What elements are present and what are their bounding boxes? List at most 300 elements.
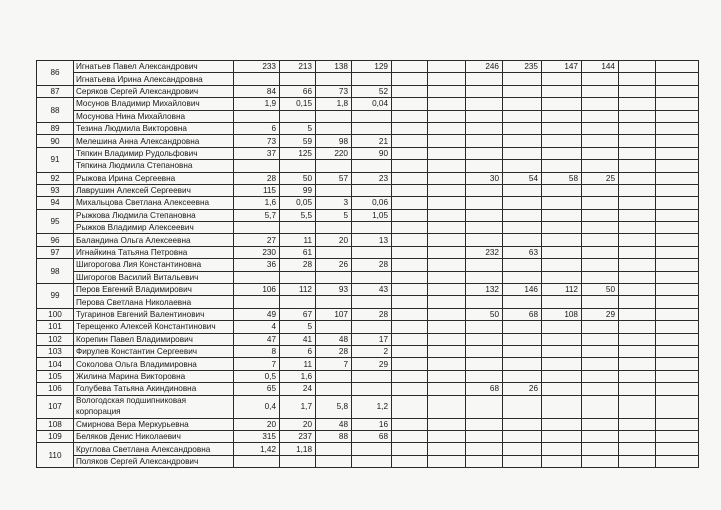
value-cell [582, 184, 619, 196]
empty-cell [392, 61, 428, 73]
empty-cell [619, 308, 656, 320]
value-cell: 5,5 [280, 209, 316, 221]
value-cell [316, 296, 352, 308]
value-cell [542, 358, 582, 370]
empty-cell [392, 222, 428, 234]
value-cell [280, 110, 316, 122]
table-row [37, 209, 699, 221]
value-cell [466, 395, 503, 418]
value-cell [234, 110, 280, 122]
value-cell: 26 [503, 383, 542, 395]
value-cell: 48 [316, 333, 352, 345]
owner-name: Мелешина Анна Александровна [74, 135, 234, 147]
value-cell [503, 333, 542, 345]
empty-cell [428, 271, 466, 283]
empty-cell [428, 61, 466, 73]
value-cell: 1,05 [352, 209, 392, 221]
value-cell [280, 455, 316, 467]
value-cell: 220 [316, 147, 352, 159]
value-cell [280, 73, 316, 85]
value-cell: 7 [234, 358, 280, 370]
value-cell: 68 [503, 308, 542, 320]
value-cell: 235 [503, 61, 542, 73]
value-cell: 99 [280, 184, 316, 196]
value-cell: 5 [280, 122, 316, 134]
value-cell: 0,04 [352, 98, 392, 110]
value-cell: 24 [280, 383, 316, 395]
value-cell [352, 321, 392, 333]
value-cell [316, 321, 352, 333]
value-cell [582, 383, 619, 395]
owner-name: Лаврушин Алексей Сергеевич [74, 184, 234, 196]
value-cell [542, 110, 582, 122]
owner-name: Тезина Людмила Викторовна [74, 122, 234, 134]
value-cell [582, 209, 619, 221]
value-cell: 41 [280, 333, 316, 345]
empty-cell [392, 395, 428, 418]
value-cell [542, 122, 582, 134]
value-cell [466, 259, 503, 271]
value-cell: 30 [466, 172, 503, 184]
value-cell [582, 443, 619, 455]
value-cell: 90 [352, 147, 392, 159]
value-cell [503, 418, 542, 430]
empty-cell [619, 321, 656, 333]
table-row [37, 147, 699, 159]
empty-cell [656, 308, 699, 320]
value-cell [352, 443, 392, 455]
value-cell [503, 98, 542, 110]
value-cell [316, 370, 352, 382]
table-row [37, 333, 699, 345]
value-cell [582, 271, 619, 283]
empty-cell [656, 345, 699, 357]
empty-cell [656, 135, 699, 147]
value-cell: 213 [280, 61, 316, 73]
value-cell [542, 370, 582, 382]
value-cell [466, 345, 503, 357]
empty-cell [428, 110, 466, 122]
value-cell [542, 443, 582, 455]
table-row [37, 321, 699, 333]
value-cell: 106 [234, 284, 280, 296]
value-cell: 52 [352, 85, 392, 97]
table-row [37, 345, 699, 357]
empty-cell [428, 345, 466, 357]
row-number: 88 [37, 98, 74, 123]
value-cell [234, 455, 280, 467]
owner-name: Корепин Павел Владимирович [74, 333, 234, 345]
owner-name: Рыжкова Людмила Степановна [74, 209, 234, 221]
value-cell: 13 [352, 234, 392, 246]
row-number: 90 [37, 135, 74, 147]
value-cell: 8 [234, 345, 280, 357]
value-cell: 49 [234, 308, 280, 320]
empty-cell [656, 383, 699, 395]
empty-cell [428, 160, 466, 172]
empty-cell [392, 321, 428, 333]
empty-cell [619, 61, 656, 73]
value-cell: 125 [280, 147, 316, 159]
value-cell: 23 [352, 172, 392, 184]
value-cell [542, 209, 582, 221]
value-cell [466, 222, 503, 234]
value-cell [582, 333, 619, 345]
empty-cell [656, 222, 699, 234]
empty-cell [428, 222, 466, 234]
value-cell [542, 246, 582, 258]
empty-cell [656, 321, 699, 333]
empty-cell [656, 370, 699, 382]
value-cell: 26 [316, 259, 352, 271]
value-cell [466, 358, 503, 370]
value-cell: 1,7 [280, 395, 316, 418]
empty-cell [656, 209, 699, 221]
empty-cell [392, 370, 428, 382]
empty-cell [656, 85, 699, 97]
value-cell: 112 [542, 284, 582, 296]
value-cell: 146 [503, 284, 542, 296]
value-cell [582, 73, 619, 85]
row-number: 87 [37, 85, 74, 97]
empty-cell [656, 246, 699, 258]
empty-cell [656, 61, 699, 73]
value-cell [352, 122, 392, 134]
value-cell [466, 370, 503, 382]
value-cell [352, 383, 392, 395]
row-number: 97 [37, 246, 74, 258]
value-cell: 129 [352, 61, 392, 73]
owner-name: Михальцова Светлана Алексеевна [74, 197, 234, 209]
table-row [37, 73, 699, 85]
value-cell [466, 73, 503, 85]
value-cell [503, 271, 542, 283]
value-cell [352, 73, 392, 85]
value-cell [466, 430, 503, 442]
empty-cell [619, 358, 656, 370]
value-cell: 11 [280, 358, 316, 370]
value-cell [466, 160, 503, 172]
empty-cell [392, 443, 428, 455]
value-cell [582, 395, 619, 418]
value-cell [582, 455, 619, 467]
value-cell [503, 184, 542, 196]
value-cell [542, 345, 582, 357]
value-cell [316, 383, 352, 395]
value-cell: 66 [280, 85, 316, 97]
value-cell [503, 135, 542, 147]
empty-cell [619, 172, 656, 184]
empty-cell [428, 358, 466, 370]
owner-name: Мосунова Нина Михайловна [74, 110, 234, 122]
owner-name: Игнайкина Татьяна Петровна [74, 246, 234, 258]
value-cell [466, 418, 503, 430]
value-cell: 1,6 [234, 197, 280, 209]
empty-cell [619, 333, 656, 345]
value-cell [466, 333, 503, 345]
row-number: 92 [37, 172, 74, 184]
value-cell [280, 271, 316, 283]
value-cell: 29 [582, 308, 619, 320]
value-cell [503, 73, 542, 85]
value-cell: 230 [234, 246, 280, 258]
empty-cell [392, 345, 428, 357]
value-cell: 25 [582, 172, 619, 184]
empty-cell [619, 395, 656, 418]
row-number: 93 [37, 184, 74, 196]
empty-cell [392, 333, 428, 345]
value-cell: 3 [316, 197, 352, 209]
value-cell [503, 209, 542, 221]
value-cell: 21 [352, 135, 392, 147]
empty-cell [392, 358, 428, 370]
empty-cell [392, 172, 428, 184]
table-row [37, 184, 699, 196]
table-row [37, 98, 699, 110]
value-cell [542, 147, 582, 159]
value-cell [234, 222, 280, 234]
value-cell: 73 [234, 135, 280, 147]
value-cell: 232 [466, 246, 503, 258]
empty-cell [428, 259, 466, 271]
value-cell [352, 110, 392, 122]
value-cell [280, 160, 316, 172]
value-cell [582, 160, 619, 172]
value-cell: 50 [582, 284, 619, 296]
owner-name: Рыжков Владимир Алексеевич [74, 222, 234, 234]
value-cell [542, 395, 582, 418]
value-cell [503, 296, 542, 308]
empty-cell [619, 209, 656, 221]
table-row [37, 234, 699, 246]
value-cell: 65 [234, 383, 280, 395]
row-number: 107 [37, 395, 74, 418]
value-cell: 237 [280, 430, 316, 442]
empty-cell [428, 172, 466, 184]
value-cell [503, 321, 542, 333]
row-number: 96 [37, 234, 74, 246]
empty-cell [392, 308, 428, 320]
empty-cell [619, 383, 656, 395]
value-cell [582, 345, 619, 357]
value-cell: 27 [234, 234, 280, 246]
value-cell [542, 383, 582, 395]
empty-cell [392, 98, 428, 110]
value-cell: 48 [316, 418, 352, 430]
empty-cell [392, 284, 428, 296]
empty-cell [619, 222, 656, 234]
value-cell: 50 [466, 308, 503, 320]
value-cell: 36 [234, 259, 280, 271]
value-cell [466, 271, 503, 283]
owner-name: Поляков Сергей Александрович [74, 455, 234, 467]
owner-name: Тугаринов Евгений Валентинович [74, 308, 234, 320]
empty-cell [392, 383, 428, 395]
empty-cell [619, 98, 656, 110]
row-number: 99 [37, 284, 74, 309]
value-cell [316, 160, 352, 172]
table-row [37, 135, 699, 147]
empty-cell [619, 160, 656, 172]
table-row [37, 296, 699, 308]
value-cell [466, 135, 503, 147]
value-cell [582, 418, 619, 430]
value-cell: 108 [542, 308, 582, 320]
value-cell: 68 [352, 430, 392, 442]
empty-cell [428, 321, 466, 333]
empty-cell [392, 246, 428, 258]
empty-cell [619, 370, 656, 382]
value-cell [352, 160, 392, 172]
value-cell: 28 [234, 172, 280, 184]
owner-name: Мосунов Владимир Михайлович [74, 98, 234, 110]
value-cell [316, 222, 352, 234]
empty-cell [656, 172, 699, 184]
owner-name: Шигорогов Василий Витальевич [74, 271, 234, 283]
value-cell [542, 85, 582, 97]
value-cell [466, 234, 503, 246]
empty-cell [619, 418, 656, 430]
value-cell [280, 296, 316, 308]
value-cell [503, 160, 542, 172]
empty-cell [392, 209, 428, 221]
table-row [37, 222, 699, 234]
row-number: 100 [37, 308, 74, 320]
owner-name: Жилина Марина Викторовна [74, 370, 234, 382]
empty-cell [428, 73, 466, 85]
owner-name: Круглова Светлана Александровна [74, 443, 234, 455]
value-cell [542, 222, 582, 234]
row-number: 86 [37, 61, 74, 86]
table-row [37, 197, 699, 209]
value-cell [316, 110, 352, 122]
empty-cell [656, 296, 699, 308]
value-cell: 57 [316, 172, 352, 184]
value-cell [352, 296, 392, 308]
value-cell: 93 [316, 284, 352, 296]
value-cell [542, 430, 582, 442]
table-row [37, 430, 699, 442]
value-cell [503, 370, 542, 382]
empty-cell [619, 271, 656, 283]
empty-cell [619, 455, 656, 467]
value-cell [503, 85, 542, 97]
value-cell: 132 [466, 284, 503, 296]
value-cell [542, 271, 582, 283]
owner-name: Беляков Денис Николаевич [74, 430, 234, 442]
value-cell: 112 [280, 284, 316, 296]
empty-cell [428, 135, 466, 147]
value-cell [582, 147, 619, 159]
value-cell: 138 [316, 61, 352, 73]
value-cell: 1,2 [352, 395, 392, 418]
value-cell [234, 73, 280, 85]
value-cell [542, 455, 582, 467]
row-number: 108 [37, 418, 74, 430]
value-cell [582, 296, 619, 308]
value-cell [352, 455, 392, 467]
value-cell [352, 370, 392, 382]
value-cell [582, 135, 619, 147]
empty-cell [619, 73, 656, 85]
value-cell: 73 [316, 85, 352, 97]
value-cell [582, 197, 619, 209]
row-number: 106 [37, 383, 74, 395]
value-cell: 5,8 [316, 395, 352, 418]
empty-cell [392, 259, 428, 271]
empty-cell [392, 197, 428, 209]
value-cell [582, 370, 619, 382]
value-cell [466, 85, 503, 97]
row-number: 110 [37, 443, 74, 468]
value-cell [466, 321, 503, 333]
empty-cell [392, 271, 428, 283]
owner-name: Тяпкин Владимир Рудольфович [74, 147, 234, 159]
owner-name: Серяков Сергей Александрович [74, 85, 234, 97]
empty-cell [428, 430, 466, 442]
value-cell: 59 [280, 135, 316, 147]
empty-cell [656, 98, 699, 110]
value-cell [503, 234, 542, 246]
table-row [37, 358, 699, 370]
empty-cell [428, 395, 466, 418]
empty-cell [656, 259, 699, 271]
value-cell [352, 184, 392, 196]
empty-cell [428, 296, 466, 308]
empty-cell [619, 430, 656, 442]
value-cell [352, 271, 392, 283]
value-cell [542, 296, 582, 308]
value-cell [234, 271, 280, 283]
empty-cell [619, 122, 656, 134]
value-cell [542, 98, 582, 110]
empty-cell [619, 284, 656, 296]
empty-cell [428, 122, 466, 134]
empty-cell [392, 85, 428, 97]
value-cell: 4 [234, 321, 280, 333]
empty-cell [656, 430, 699, 442]
value-cell [466, 455, 503, 467]
value-cell [466, 296, 503, 308]
empty-cell [428, 284, 466, 296]
value-cell [503, 395, 542, 418]
value-cell [582, 222, 619, 234]
empty-cell [619, 443, 656, 455]
value-cell: 0,06 [352, 197, 392, 209]
table-row [37, 443, 699, 455]
empty-cell [392, 418, 428, 430]
value-cell [582, 85, 619, 97]
row-number: 109 [37, 430, 74, 442]
value-cell [466, 443, 503, 455]
value-cell: 67 [280, 308, 316, 320]
empty-cell [428, 383, 466, 395]
value-cell: 63 [503, 246, 542, 258]
value-cell: 1,8 [316, 98, 352, 110]
empty-cell [428, 246, 466, 258]
value-cell: 246 [466, 61, 503, 73]
table-row [37, 122, 699, 134]
value-cell: 107 [316, 308, 352, 320]
table-row [37, 418, 699, 430]
value-cell [466, 122, 503, 134]
empty-cell [656, 160, 699, 172]
owner-name: Перов Евгений Владимирович [74, 284, 234, 296]
owner-name: Фирулев Константин Сергеевич [74, 345, 234, 357]
empty-cell [392, 234, 428, 246]
empty-cell [619, 259, 656, 271]
empty-cell [656, 197, 699, 209]
